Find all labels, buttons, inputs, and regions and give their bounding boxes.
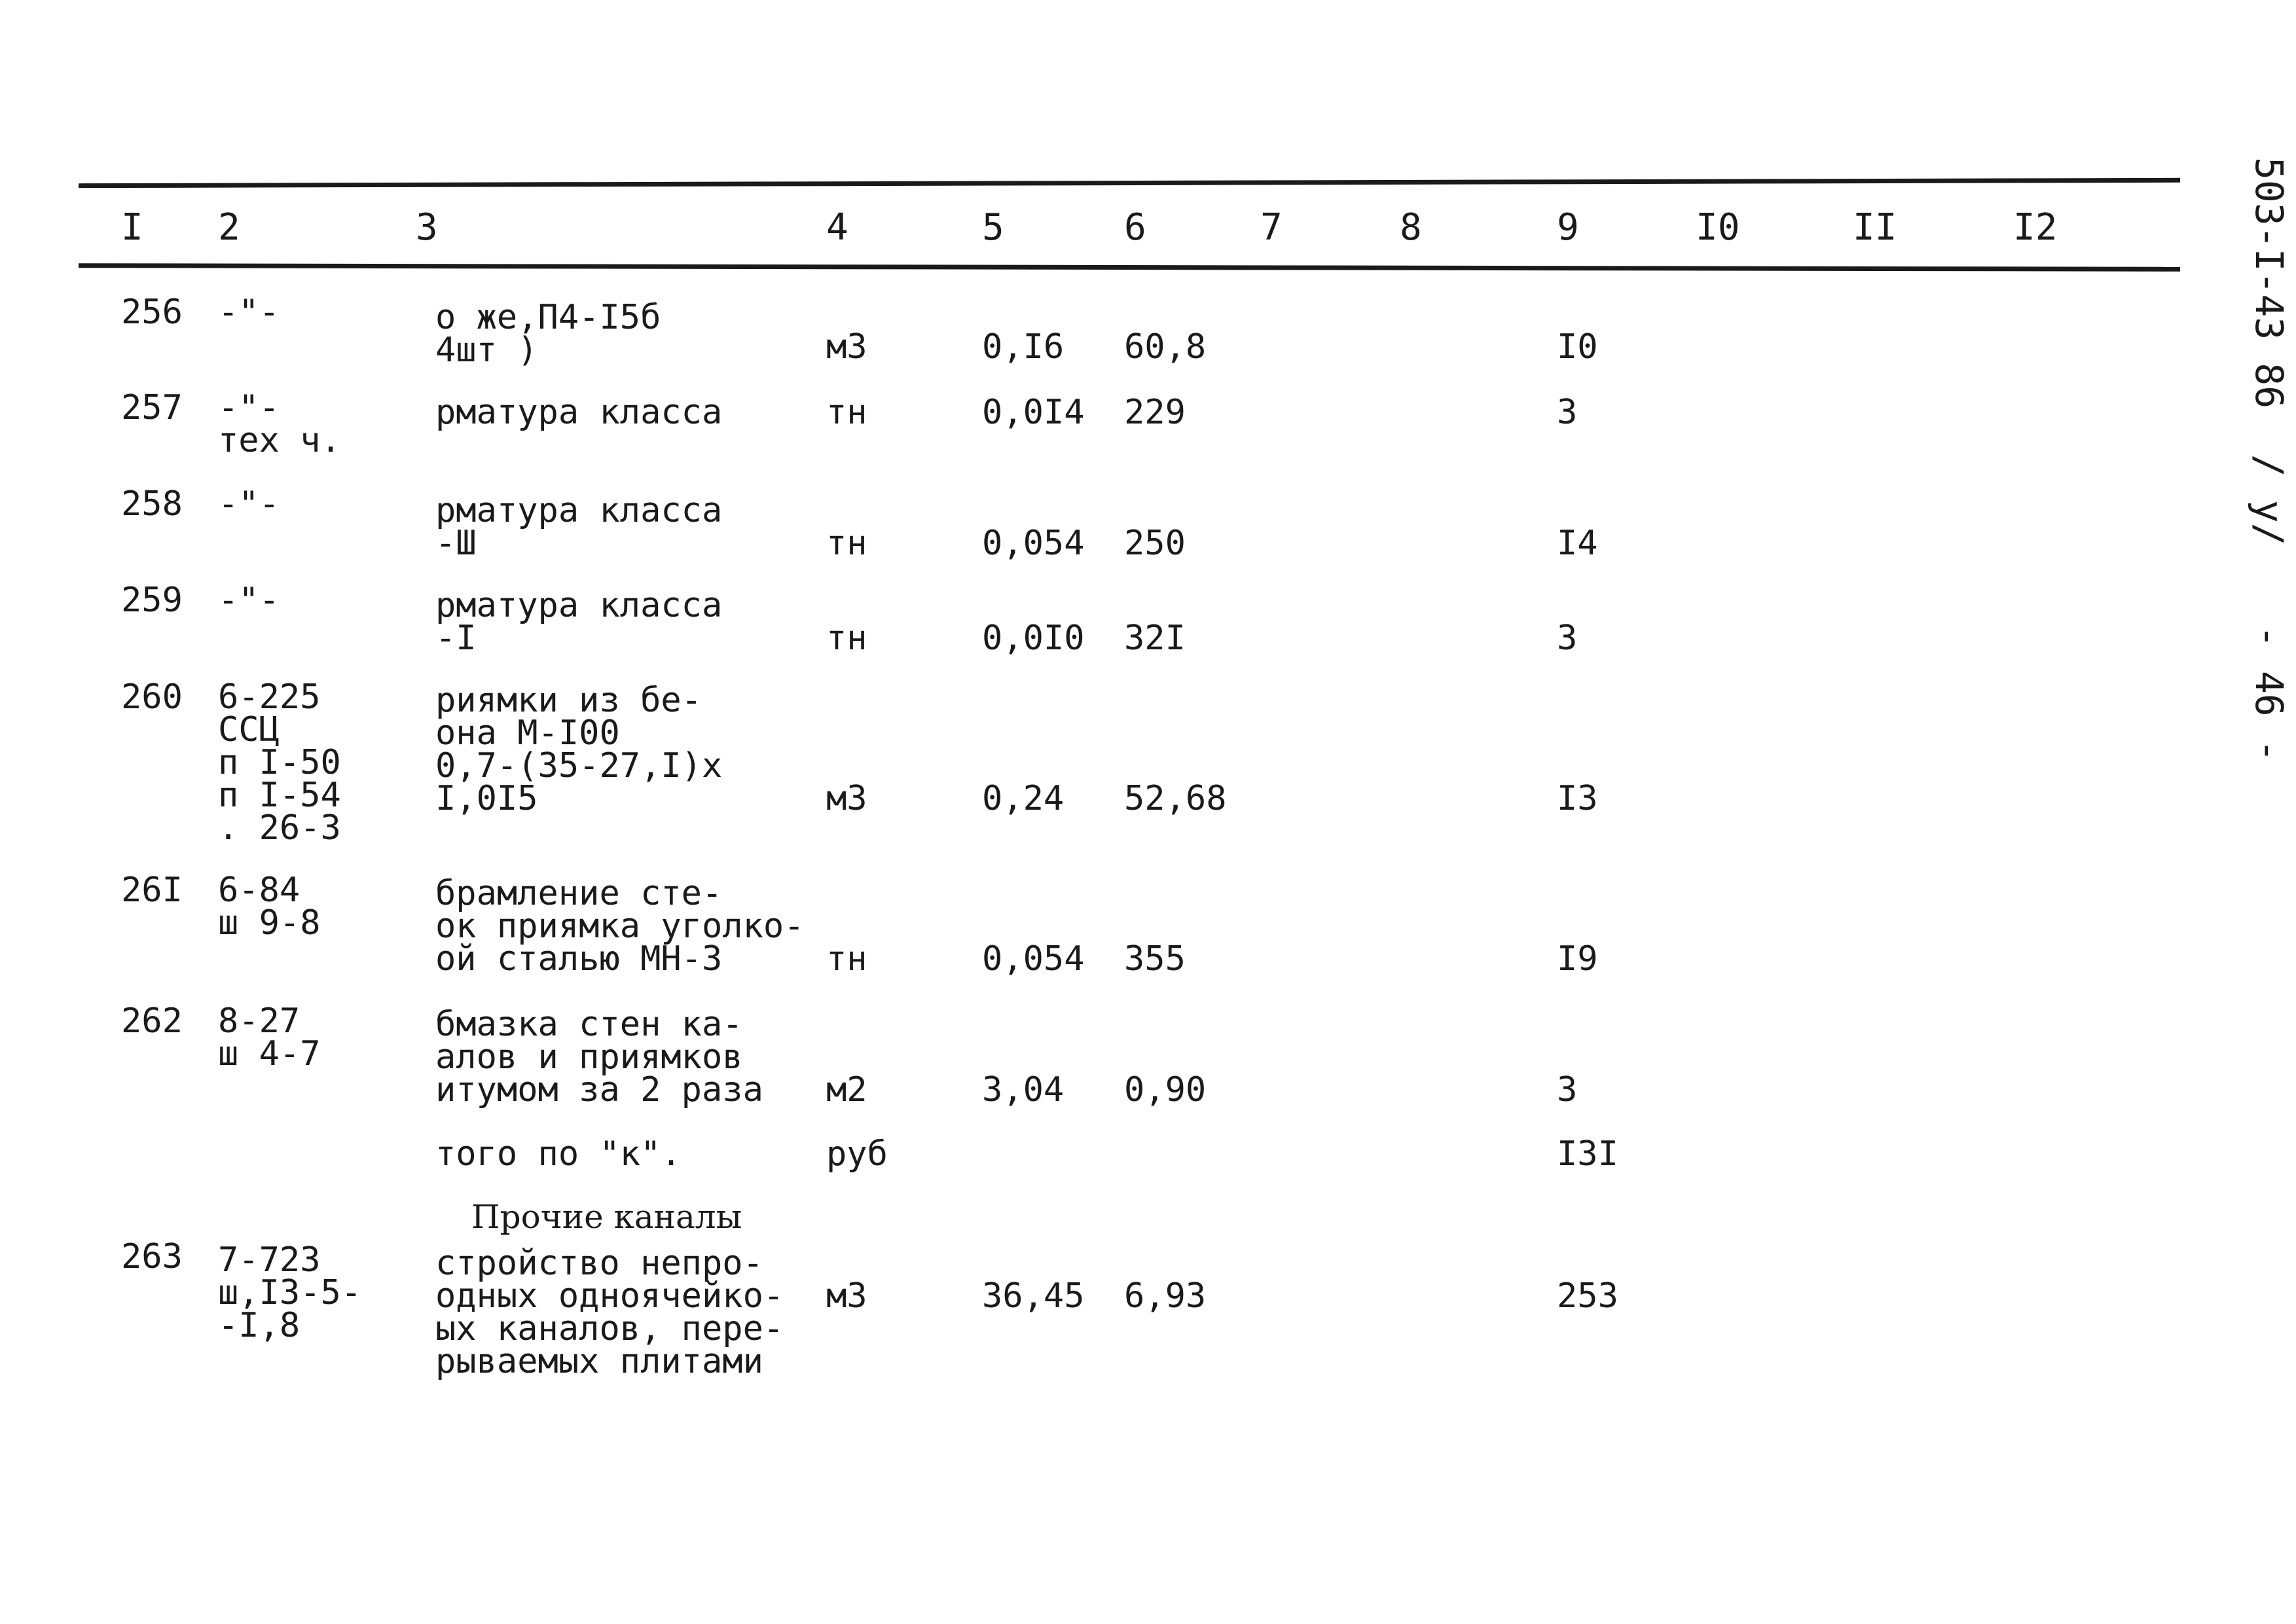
row-number: 259 bbox=[121, 581, 183, 620]
row-quantity: 36,45 bbox=[982, 1276, 1085, 1316]
subtotal-unit: руб bbox=[826, 1134, 888, 1174]
row-description: бмазка стен ка- алов и приямков итумом за 2 раза bbox=[435, 1005, 763, 1110]
row-total: I0 bbox=[1557, 327, 1598, 367]
row-description: о же,П4-I5б 4шт ) bbox=[435, 298, 661, 370]
row-description: рматура класса bbox=[435, 393, 723, 432]
margin-annotation bbox=[2223, 157, 2295, 812]
row-quantity: 0,054 bbox=[982, 524, 1085, 563]
row-price: 229 bbox=[1124, 393, 1186, 432]
row-quantity: 0,0I0 bbox=[982, 619, 1085, 658]
col-header-7: 7 bbox=[1260, 206, 1283, 249]
row-quantity: 0,054 bbox=[982, 939, 1085, 979]
row-code: -"- bbox=[218, 581, 280, 620]
page-number: - 46 - bbox=[2247, 625, 2291, 763]
row-unit: м3 bbox=[826, 779, 867, 818]
row-unit: тн bbox=[826, 393, 867, 432]
col-header-12: I2 bbox=[2013, 206, 2058, 249]
row-price: 6,93 bbox=[1124, 1276, 1207, 1316]
section-subheading: Прочие каналы bbox=[471, 1198, 742, 1236]
row-quantity: 0,0I4 bbox=[982, 393, 1085, 432]
row-number: 26I bbox=[121, 871, 183, 910]
row-number: 257 bbox=[121, 388, 183, 427]
row-quantity: 3,04 bbox=[982, 1070, 1065, 1110]
row-number: 256 bbox=[121, 293, 183, 332]
row-price: 52,68 bbox=[1124, 779, 1227, 818]
row-description: риямки из бе- она М-I00 0,7-(35-27,I)x I,0I5 bbox=[435, 681, 723, 818]
col-header-2: 2 bbox=[218, 206, 240, 249]
subtotal-total: I3I bbox=[1557, 1134, 1618, 1174]
document-code: 503-I-43 86 / y/ bbox=[2247, 157, 2291, 546]
col-header-10: I0 bbox=[1696, 206, 1740, 249]
row-number: 263 bbox=[121, 1237, 183, 1276]
row-unit: м2 bbox=[826, 1070, 867, 1110]
row-price: 60,8 bbox=[1124, 327, 1207, 367]
row-code: -"- bbox=[218, 484, 280, 524]
row-description: брамление сте- ок приямка уголко- ой сталью МН-3 bbox=[435, 874, 805, 979]
row-price: 0,90 bbox=[1124, 1070, 1207, 1110]
row-total: 3 bbox=[1557, 1070, 1578, 1110]
row-code: 7-723 ш,I3-5- -I,8 bbox=[218, 1240, 362, 1345]
row-number: 262 bbox=[121, 1001, 183, 1041]
col-header-5: 5 bbox=[982, 206, 1004, 249]
row-quantity: 0,I6 bbox=[982, 327, 1065, 367]
row-number: 258 bbox=[121, 484, 183, 524]
row-unit: тн bbox=[826, 524, 867, 563]
row-description: рматура класса -Ш bbox=[435, 491, 723, 563]
row-total: 253 bbox=[1557, 1276, 1618, 1316]
row-number: 260 bbox=[121, 677, 183, 717]
row-unit: тн bbox=[826, 939, 867, 979]
row-price: 355 bbox=[1124, 939, 1186, 979]
header-bottom-rule bbox=[79, 263, 2180, 272]
col-header-3: 3 bbox=[416, 206, 438, 249]
row-quantity: 0,24 bbox=[982, 779, 1065, 818]
row-total: 3 bbox=[1557, 393, 1578, 432]
row-total: I3 bbox=[1557, 779, 1598, 818]
row-total: 3 bbox=[1557, 619, 1578, 658]
row-total: I9 bbox=[1557, 939, 1598, 979]
row-description: стройство непро- одных одноячейко- ых каналов, пере- рываемых плитами bbox=[435, 1244, 784, 1381]
row-total: I4 bbox=[1557, 524, 1598, 563]
row-code: -"- bbox=[218, 293, 280, 332]
col-header-6: 6 bbox=[1124, 206, 1146, 249]
row-description: рматура класса -I bbox=[435, 586, 723, 658]
row-code: 6-84 ш 9-8 bbox=[218, 871, 321, 943]
col-header-8: 8 bbox=[1400, 206, 1422, 249]
row-price: 250 bbox=[1124, 524, 1186, 563]
subtotal-label: того по "к". bbox=[435, 1134, 682, 1174]
row-unit: м3 bbox=[826, 327, 867, 367]
row-unit: тн bbox=[826, 619, 867, 658]
col-header-4: 4 bbox=[826, 206, 848, 249]
col-header-11: II bbox=[1853, 206, 1897, 249]
row-code: 6-225 ССЦ п I-50 п I-54 . 26-3 bbox=[218, 677, 341, 848]
col-header-1: I bbox=[121, 206, 143, 249]
row-code: 8-27 ш 4-7 bbox=[218, 1001, 321, 1074]
top-rule bbox=[79, 178, 2180, 188]
col-header-9: 9 bbox=[1557, 206, 1579, 249]
row-code: -"- тех ч. bbox=[218, 388, 341, 460]
row-price: 32I bbox=[1124, 619, 1186, 658]
row-unit: м3 bbox=[826, 1276, 867, 1316]
